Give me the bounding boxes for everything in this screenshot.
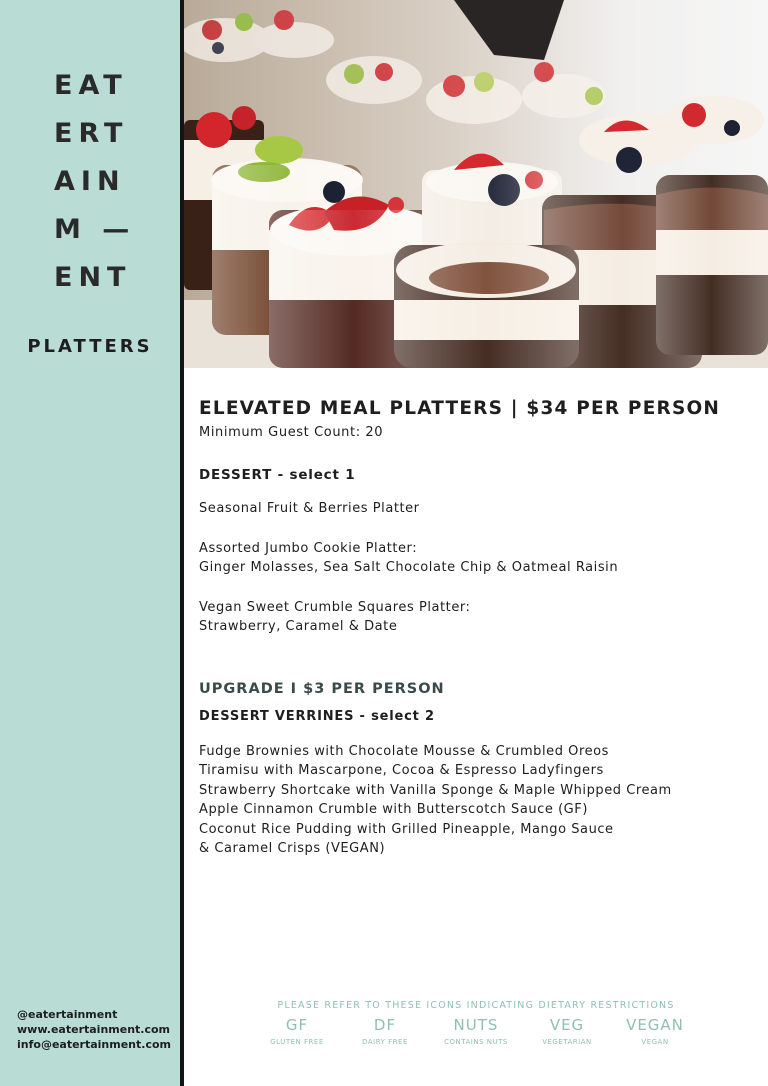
dessert-item-line: Strawberry, Caramel & Date [199,619,398,634]
contains-nuts-icon [429,1016,523,1046]
contact-block [17,1007,171,1052]
dessert-heading: DESSERT - select 1 [199,467,356,483]
email-link[interactable]: info@eatertainment.com [17,1038,171,1051]
dietary-desc: CONTAINS NUTS [444,1038,508,1046]
logo-line: ERT [54,118,129,149]
dietary-icons [184,1016,768,1046]
verrine-item: Fudge Brownies with Chocolate Mousse & Crumbled Oreos [199,743,609,759]
verrine-item: Apple Cinnamon Crumble with Butterscotch Sauce (GF) [199,802,588,817]
verrine-item: Strawberry Shortcake with Vanilla Sponge & Maple Whipped Cream [199,782,672,798]
dietary-code: DF [373,1016,397,1034]
website-link[interactable]: www.eatertainment.com [17,1023,171,1036]
brand-logo [54,70,164,310]
sidebar-subtitle: PLATTERS [27,336,153,357]
verrine-item: Tiramisu with Mascarpone, Cocoa & Espresso Ladyfingers [199,763,604,778]
verrines-heading: DESSERT VERRINES - select 2 [199,708,435,724]
dietary-code: GF [285,1016,309,1034]
dessert-item-line: Vegan Sweet Crumble Squares Platter: [199,599,471,615]
dairy-free-icon [341,1016,429,1046]
verrine-item: Coconut Rice Pudding with Grilled Pineapple, Mango Sauce [199,821,614,837]
minimum-guest-count: Minimum Guest Count: 20 [199,425,384,440]
gluten-free-icon [253,1016,341,1046]
dietary-desc: VEGETARIAN [542,1038,592,1046]
menu-content [199,398,759,859]
dessert-verrines-photo [184,0,768,368]
logo-line: ENT [54,262,132,293]
dessert-item-line: Assorted Jumbo Cookie Platter: [199,540,418,556]
dietary-code: NUTS [453,1016,499,1034]
dessert-item [199,499,759,519]
dietary-desc: DAIRY FREE [362,1038,408,1046]
logo-line: EAT [54,70,128,101]
vegetarian-icon [523,1016,611,1046]
dietary-legend [184,1000,768,1046]
dessert-item [199,539,759,578]
dessert-item-line: Seasonal Fruit & Berries Platter [199,501,420,516]
dietary-desc: GLUTEN FREE [270,1038,324,1046]
dietary-code: VEGAN [626,1016,684,1034]
dietary-code: VEG [549,1016,585,1034]
social-handle[interactable]: @eatertainment [17,1008,118,1021]
vegan-icon [611,1016,699,1046]
sidebar [0,0,180,1086]
dietary-note: PLEASE REFER TO THESE ICONS INDICATING DIETARY RESTRICTIONS [277,1000,675,1011]
dessert-item-line: Ginger Molasses, Sea Salt Chocolate Chip & Oatmeal Raisin [199,560,619,575]
verrines-list [199,742,759,859]
upgrade-heading: UPGRADE I $3 PER PERSON [199,680,445,697]
verrine-item: & Caramel Crisps (VEGAN) [199,841,386,856]
dessert-item [199,598,759,637]
logo-line: AIN [54,166,126,197]
menu-title: ELEVATED MEAL PLATTERS | $34 PER PERSON [199,398,721,419]
dietary-desc: VEGAN [641,1038,669,1046]
logo-line: M — [54,214,136,245]
